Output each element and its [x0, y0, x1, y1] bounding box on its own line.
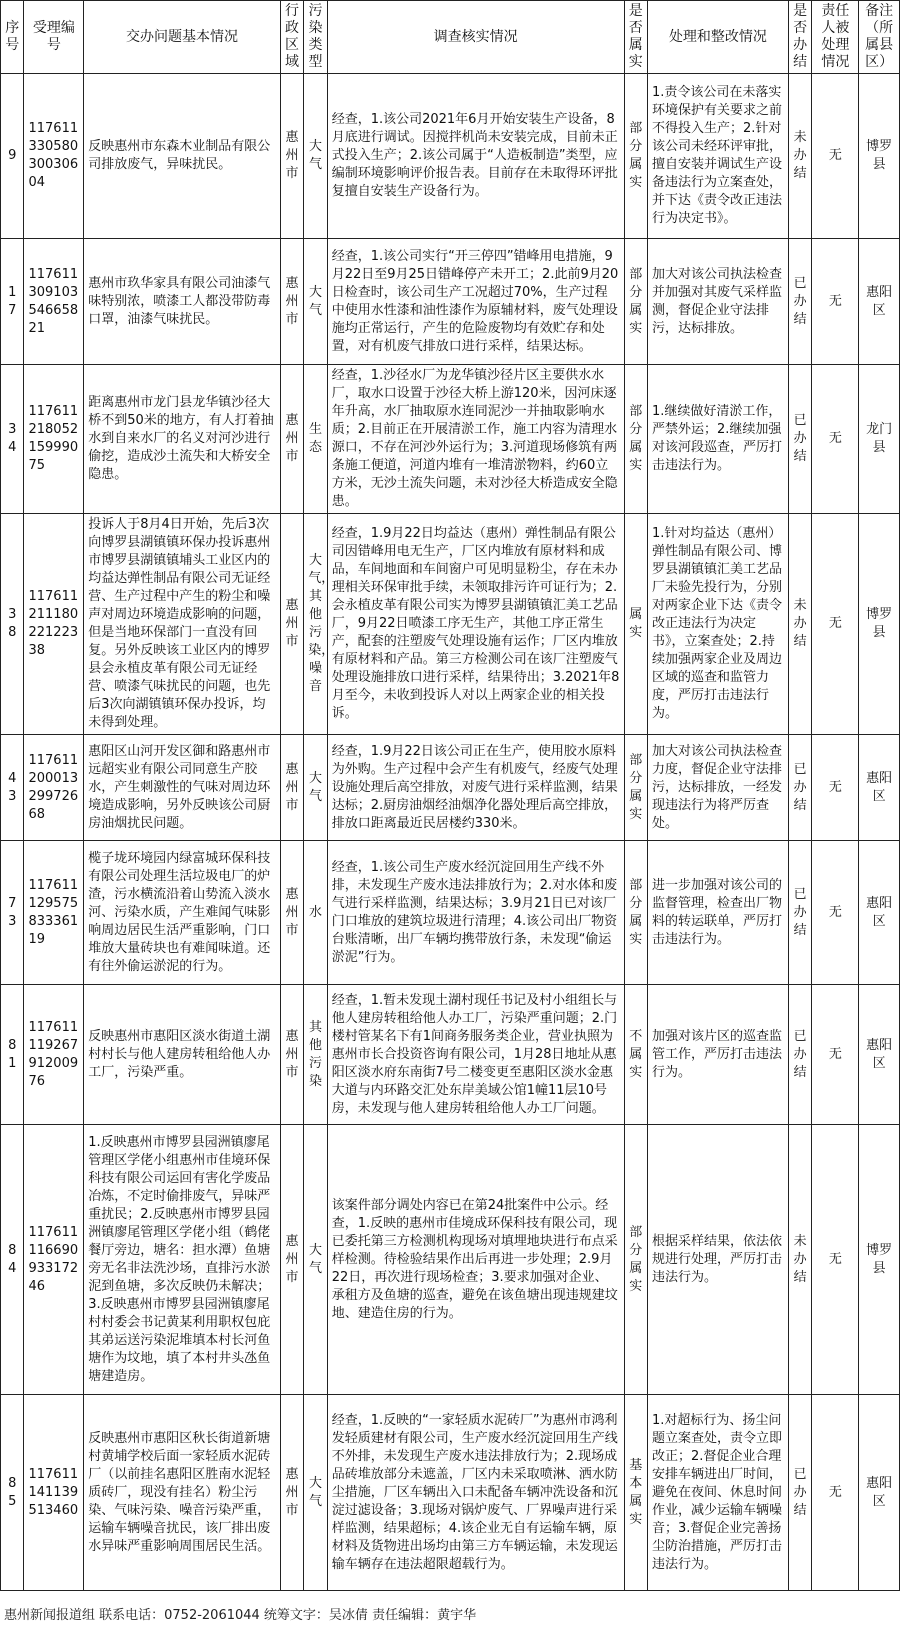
acceptance-id-cell: 11761111926791200976 — [24, 985, 84, 1125]
is-closed-cell: 已办结 — [788, 239, 811, 365]
handling-result-cell: 1.责令该公司在未落实环境保护有关要求之前不得投入生产；2.针对该公司未经环评审批，擅自安装并调试生产设备违法行为立案查处，并下达《责令改正违法行为决定书》。 — [647, 74, 788, 239]
row-number-cell: 81 — [1, 985, 24, 1125]
problem-description-cell: 榄子垅环境园内绿富城环保科技有限公司处理生活垃圾电厂的炉渣，污水横流沿着山势流入淡水河、污染水质，产生难闻气味影响周边居民生活严重影响，门口堆放大量砖块也有难闻味道。还有往外偷运淤泥的行为。 — [84, 841, 280, 985]
responsible-handled-cell: 无 — [812, 985, 859, 1125]
county-cell: 惠阳区 — [859, 841, 900, 985]
row-number-cell: 73 — [1, 841, 24, 985]
is-closed-cell: 已办结 — [788, 1395, 811, 1591]
handling-result-cell: 加大对该公司执法检查并加强对其废气采样监测，督促企业守法排污，达标排放。 — [647, 239, 788, 365]
acceptance-id-cell: 11761112957583336119 — [24, 841, 84, 985]
admin-area-cell: 惠州市 — [280, 1395, 303, 1591]
handling-result-cell: 加大对该公司执法检查力度，督促企业守法排污，达标排放，一经发现违法行为将严厉查处。 — [647, 735, 788, 841]
acceptance-id-cell: 11761120001329972668 — [24, 735, 84, 841]
pollution-type-cell: 大气 — [304, 735, 327, 841]
table-row — [1, 239, 900, 365]
admin-area-cell: 惠州市 — [280, 514, 303, 735]
is-true-cell: 属实 — [624, 514, 647, 735]
responsible-handled-cell: 无 — [812, 365, 859, 514]
is-true-cell: 部分属实 — [624, 74, 647, 239]
header-handling: 处理和整改情况 — [647, 1, 788, 74]
investigation-result-cell: 经查，1.9月22日均益达（惠州）弹性制品有限公司因错峰用电无生产，厂区内堆放有原材料和成品，车间地面和车间窗户可见明显粉尘，存在未办理相关环保审批手续，未领取排污许可证行为；2.会永植皮革有限公司实为博罗县湖镇镇汇美工艺品厂，9月22日喷漆工序无生产，其他工序正常生产，配套的注塑废气处理设施有运作；厂区内堆放有原材料和产品。第三方检测公司在该厂注塑废气处理设施排放口进行采样，结果待出；3.2021年8月至今，未收到投诉人对以上两家企业的相关投诉。 — [327, 514, 624, 735]
table-row — [1, 735, 900, 841]
row-number-cell: 38 — [1, 514, 24, 735]
is-closed-cell: 未办结 — [788, 514, 811, 735]
admin-area-cell: 惠州市 — [280, 365, 303, 514]
is-true-cell: 部分属实 — [624, 841, 647, 985]
is-closed-cell: 已办结 — [788, 985, 811, 1125]
county-cell: 惠阳区 — [859, 239, 900, 365]
table-row — [1, 1395, 900, 1591]
header-resp: 责任人被处理情况 — [812, 1, 859, 74]
county-cell: 惠阳区 — [859, 1395, 900, 1591]
is-closed-cell: 未办结 — [788, 1125, 811, 1395]
handling-result-cell: 进一步加强对该公司的监督管理，检查出厂物料的转运联单，严厉打击违法行为。 — [647, 841, 788, 985]
is-closed-cell: 已办结 — [788, 365, 811, 514]
table-row — [1, 1125, 900, 1395]
county-cell: 惠阳区 — [859, 735, 900, 841]
is-true-cell: 部分属实 — [624, 365, 647, 514]
is-closed-cell: 已办结 — [788, 735, 811, 841]
acceptance-id-cell: 11761130910354665821 — [24, 239, 84, 365]
is-closed-cell: 未办结 — [788, 74, 811, 239]
acceptance-id-cell: 11761121118022122338 — [24, 514, 84, 735]
responsible-handled-cell: 无 — [812, 735, 859, 841]
header-desc: 交办问题基本情况 — [84, 1, 280, 74]
header-done: 是否办结 — [788, 1, 811, 74]
admin-area-cell: 惠州市 — [280, 74, 303, 239]
county-cell: 博罗县 — [859, 1125, 900, 1395]
responsible-handled-cell: 无 — [812, 74, 859, 239]
is-true-cell: 部分属实 — [624, 239, 647, 365]
admin-area-cell: 惠州市 — [280, 985, 303, 1125]
is-true-cell: 部分属实 — [624, 735, 647, 841]
responsible-handled-cell: 无 — [812, 1395, 859, 1591]
table-row — [1, 365, 900, 514]
responsible-handled-cell: 无 — [812, 1125, 859, 1395]
pollution-type-cell: 大气，其他污染，噪音 — [304, 514, 327, 735]
pollution-type-cell: 其他污染 — [304, 985, 327, 1125]
table-row — [1, 985, 900, 1125]
county-cell: 龙门县 — [859, 365, 900, 514]
is-true-cell: 基本属实 — [624, 1395, 647, 1591]
investigation-result-cell: 经查，1.该公司生产废水经沉淀回用生产线不外排，未发现生产废水违法排放行为；2.对水体和废气进行采样监测，结果达标；3.9月21日已对该厂门口堆放的建筑垃圾进行清理；4.该公司出厂物资台账清晰，出厂车辆均携带放行条，未发现“偷运淤泥”行为。 — [327, 841, 624, 985]
is-true-cell: 部分属实 — [624, 1125, 647, 1395]
pollution-type-cell: 大气 — [304, 239, 327, 365]
investigation-result-cell: 该案件部分调处内容已在第24批案件中公示。经查，1.反映的惠州市佳境成环保科技有限公司，现已委托第三方检测机构现场对填埋地块进行布点采样检测。待检验结果作出后再进一步处理；2.9月22日，再次进行现场检查；3.要求加强对企业、承租方及鱼塘的巡查，避免在该鱼塘出现违规建坟地、建造住房的行为。 — [327, 1125, 624, 1395]
responsible-handled-cell: 无 — [812, 841, 859, 985]
pollution-type-cell: 大气 — [304, 1395, 327, 1591]
investigation-result-cell: 经查，1.反映的“一家轻质水泥砖厂”为惠州市鸿利发轻质建材有限公司，生产废水经沉淀回用生产线不外排，未发现生产废水违法排放行为；2.现场成品砖堆放部分未遮盖，厂区内未采取喷淋、洒水防尘措施，厂区车辆出入口未配备车辆冲洗设备和沉淀过滤设备；3.现场对锅炉废气、厂界噪声进行采样监测，结果超标；4.该企业无自有运输车辆，原材料及货物进出场均由第三方车辆运输，未发现运输车辆存在违法超限超载行为。 — [327, 1395, 624, 1591]
responsible-handled-cell: 无 — [812, 239, 859, 365]
problem-description-cell: 投诉人于8月4日开始，先后3次向博罗县湖镇镇环保办投诉惠州市博罗县湖镇镇埔头工业区内的均益达弹性制品有限公司无证经营、生产过程中产生的粉尘和噪声对周边环境造成影响的问题，但是当地环保部门一直没有回复。另外反映该工业区内的博罗县会永植皮革有限公司无证经营、喷漆气味扰民的问题，也先后3次向湖镇镇环保办投诉，均未得到处理。 — [84, 514, 280, 735]
header-fact: 是否属实 — [624, 1, 647, 74]
problem-description-cell: 惠州市玖华家具有限公司油漆气味特别浓，喷漆工人都没带防毒口罩，油漆气味扰民。 — [84, 239, 280, 365]
row-number-cell: 85 — [1, 1395, 24, 1591]
problem-description-cell: 反映惠州市东森木业制品有限公司排放废气，异味扰民。 — [84, 74, 280, 239]
handling-result-cell: 加强对该片区的巡查监管工作，严厉打击违法行为。 — [647, 985, 788, 1125]
row-number-cell: 34 — [1, 365, 24, 514]
row-number-cell: 84 — [1, 1125, 24, 1395]
row-number-cell: 43 — [1, 735, 24, 841]
handling-result-cell: 1.针对均益达（惠州）弹性制品有限公司、博罗县湖镇镇汇美工艺品厂未验先投行为，分别对两家企业下达《责令改正违法行为决定书》，立案查处；2.持续加强两家企业及周边区域的巡查和监管力度，严厉打击违法行为。 — [647, 514, 788, 735]
admin-area-cell: 惠州市 — [280, 1125, 303, 1395]
handling-result-cell: 根据采样结果，依法依规进行处理，严厉打击违法行为。 — [647, 1125, 788, 1395]
header-investigation: 调查核实情况 — [327, 1, 624, 74]
acceptance-id-cell: 11761133058030030604 — [24, 74, 84, 239]
header-no: 序号 — [1, 1, 24, 74]
investigation-result-cell: 经查，1.9月22日该公司正在生产，使用胶水原料为外购。生产过程中会产生有机废气，经废气处理设施处理后高空排放，对废气进行采样监测，结果达标；2.厨房油烟经油烟净化器处理后高空排放，排放口距离最近民居楼约330米。 — [327, 735, 624, 841]
pollution-type-cell: 生态 — [304, 365, 327, 514]
investigation-result-cell: 经查，1.该公司实行“开三停四”错峰用电措施，9月22日至9月25日错峰停产未开工；2.此前9月20日检查时，该公司生产工况超过70%，生产过程中使用水性漆和油性漆作为原辅材料，废气处理设施均正常运行，产生的危险废物均有效贮存和处置，对有机废气排放口进行采样，结果达标。 — [327, 239, 624, 365]
table-row — [1, 74, 900, 239]
handling-result-cell: 1.继续做好清淤工作，严禁外运；2.继续加强对该河段巡查，严厉打击违法行为。 — [647, 365, 788, 514]
header-id: 受理编号 — [24, 1, 84, 74]
admin-area-cell: 惠州市 — [280, 841, 303, 985]
acceptance-id-cell: 11761111669093317246 — [24, 1125, 84, 1395]
investigation-result-cell: 经查，1.沙径水厂为龙华镇沙径片区主要供水水厂，取水口设置于沙径大桥上游120米，因河床逐年升高，水厂抽取原水连同泥沙一并抽取影响水质；2.目前正在开展清淤工作，施工内容为清理水源口，不存在河沙外运行为；3.河道现场修筑有两条施工便道，河道内堆有一堆清淤物料，约60立方米，无沙土流失问题，未对沙径大桥造成安全隐患。 — [327, 365, 624, 514]
is-true-cell: 不属实 — [624, 985, 647, 1125]
pollution-type-cell: 大气 — [304, 1125, 327, 1395]
table-row — [1, 514, 900, 735]
pollution-type-cell: 大气 — [304, 74, 327, 239]
admin-area-cell: 惠州市 — [280, 735, 303, 841]
table-row — [1, 841, 900, 985]
investigation-result-cell: 经查，1.该公司2021年6月开始安装生产设备，8月底进行调试。因搅拌机尚未安装完成，目前未正式投入生产；2.该公司属于“人造板制造”类型，应编制环境影响评价报告表。目前存在未取得环评批复擅自安装生产设备行为。 — [327, 74, 624, 239]
problem-description-cell: 1.反映惠州市博罗县园洲镇廖尾管理区学佬小组惠州市佳境环保科技有限公司运回有害化学废品冶炼，不定时偷排废气，异味严重扰民；2.反映惠州市博罗县园洲镇廖尾管理区学佬小组（鹤佬餐厅旁边，塘名：担水潭）鱼塘旁无名非法洗沙场，直排污水淤泥到鱼塘，多次反映仍未解决；3.反映惠州市博罗县园洲镇廖尾村村委会书记黄某利用职权包庇其弟运送污染泥堆填本村长河鱼塘作为坟地，填了本村井头氹鱼塘建造房。 — [84, 1125, 280, 1395]
row-number-cell: 9 — [1, 74, 24, 239]
problem-description-cell: 反映惠州市惠阳区淡水街道土湖村村长与他人建房转租给他人办工厂，污染严重。 — [84, 985, 280, 1125]
row-number-cell: 17 — [1, 239, 24, 365]
problem-description-cell: 距离惠州市龙门县龙华镇沙径大桥不到50米的地方，有人打着抽水到自来水厂的名义对河沙进行偷挖，造成沙土流失和大桥安全隐患。 — [84, 365, 280, 514]
handling-result-cell: 1.对超标行为、扬尘问题立案查处，责令立即改正；2.督促企业合理安排车辆进出厂时间，避免在夜间、休息时间作业，减少运输车辆噪音；3.督促企业完善扬尘防治措施，严厉打击违法行为。 — [647, 1395, 788, 1591]
header-area: 行政区域 — [280, 1, 303, 74]
header-county: 备注（所属县区） — [859, 1, 900, 74]
county-cell: 博罗县 — [859, 74, 900, 239]
problem-description-cell: 惠阳区山河开发区御和路惠州市远超实业有限公司同意生产胶水，产生刺激性的气味对周边环境造成影响，另外反映该公司厨房油烟扰民问题。 — [84, 735, 280, 841]
acceptance-id-cell: 11761121805215999075 — [24, 365, 84, 514]
responsible-handled-cell: 无 — [812, 514, 859, 735]
problem-description-cell: 反映惠州市惠阳区秋长街道新塘村黄埔学校后面一家轻质水泥砖厂（以前挂名惠阳区胜南水泥轻质砖厂，现没有挂名）粉尘污染、气味污染、噪音污染严重，运输车辆噪音扰民，该厂排出废水异味严重影响周围居民生活。 — [84, 1395, 280, 1591]
admin-area-cell: 惠州市 — [280, 239, 303, 365]
table-header-row — [1, 1, 900, 74]
investigation-result-cell: 经查，1.暂未发现土湖村现任书记及村小组组长与他人建房转租给他人办工厂，污染严重问题；2.门楼村管某名下有1间商务服务类企业，营业执照为惠州市长合投资咨询有限公司，1月28日地址从惠阳区淡水府东南街7号二楼变更至惠阳区淡水金惠大道与内环路交汇处东岸美域公馆1幢11层10号房，未发现与他人建房转租给他人办工厂问题。 — [327, 985, 624, 1125]
acceptance-id-cell: 1176111411395134​60 — [24, 1395, 84, 1591]
page-footer: 惠州新闻报道组 联系电话：0752-2061044 统筹文字：吴冰倩 责任编辑：黄宇华 — [4, 1608, 477, 1623]
pollution-type-cell: 水 — [304, 841, 327, 985]
header-type: 污染类型 — [304, 1, 327, 74]
table-body — [1, 74, 900, 1591]
is-closed-cell: 已办结 — [788, 841, 811, 985]
county-cell: 惠阳区 — [859, 985, 900, 1125]
county-cell: 博罗县 — [859, 514, 900, 735]
